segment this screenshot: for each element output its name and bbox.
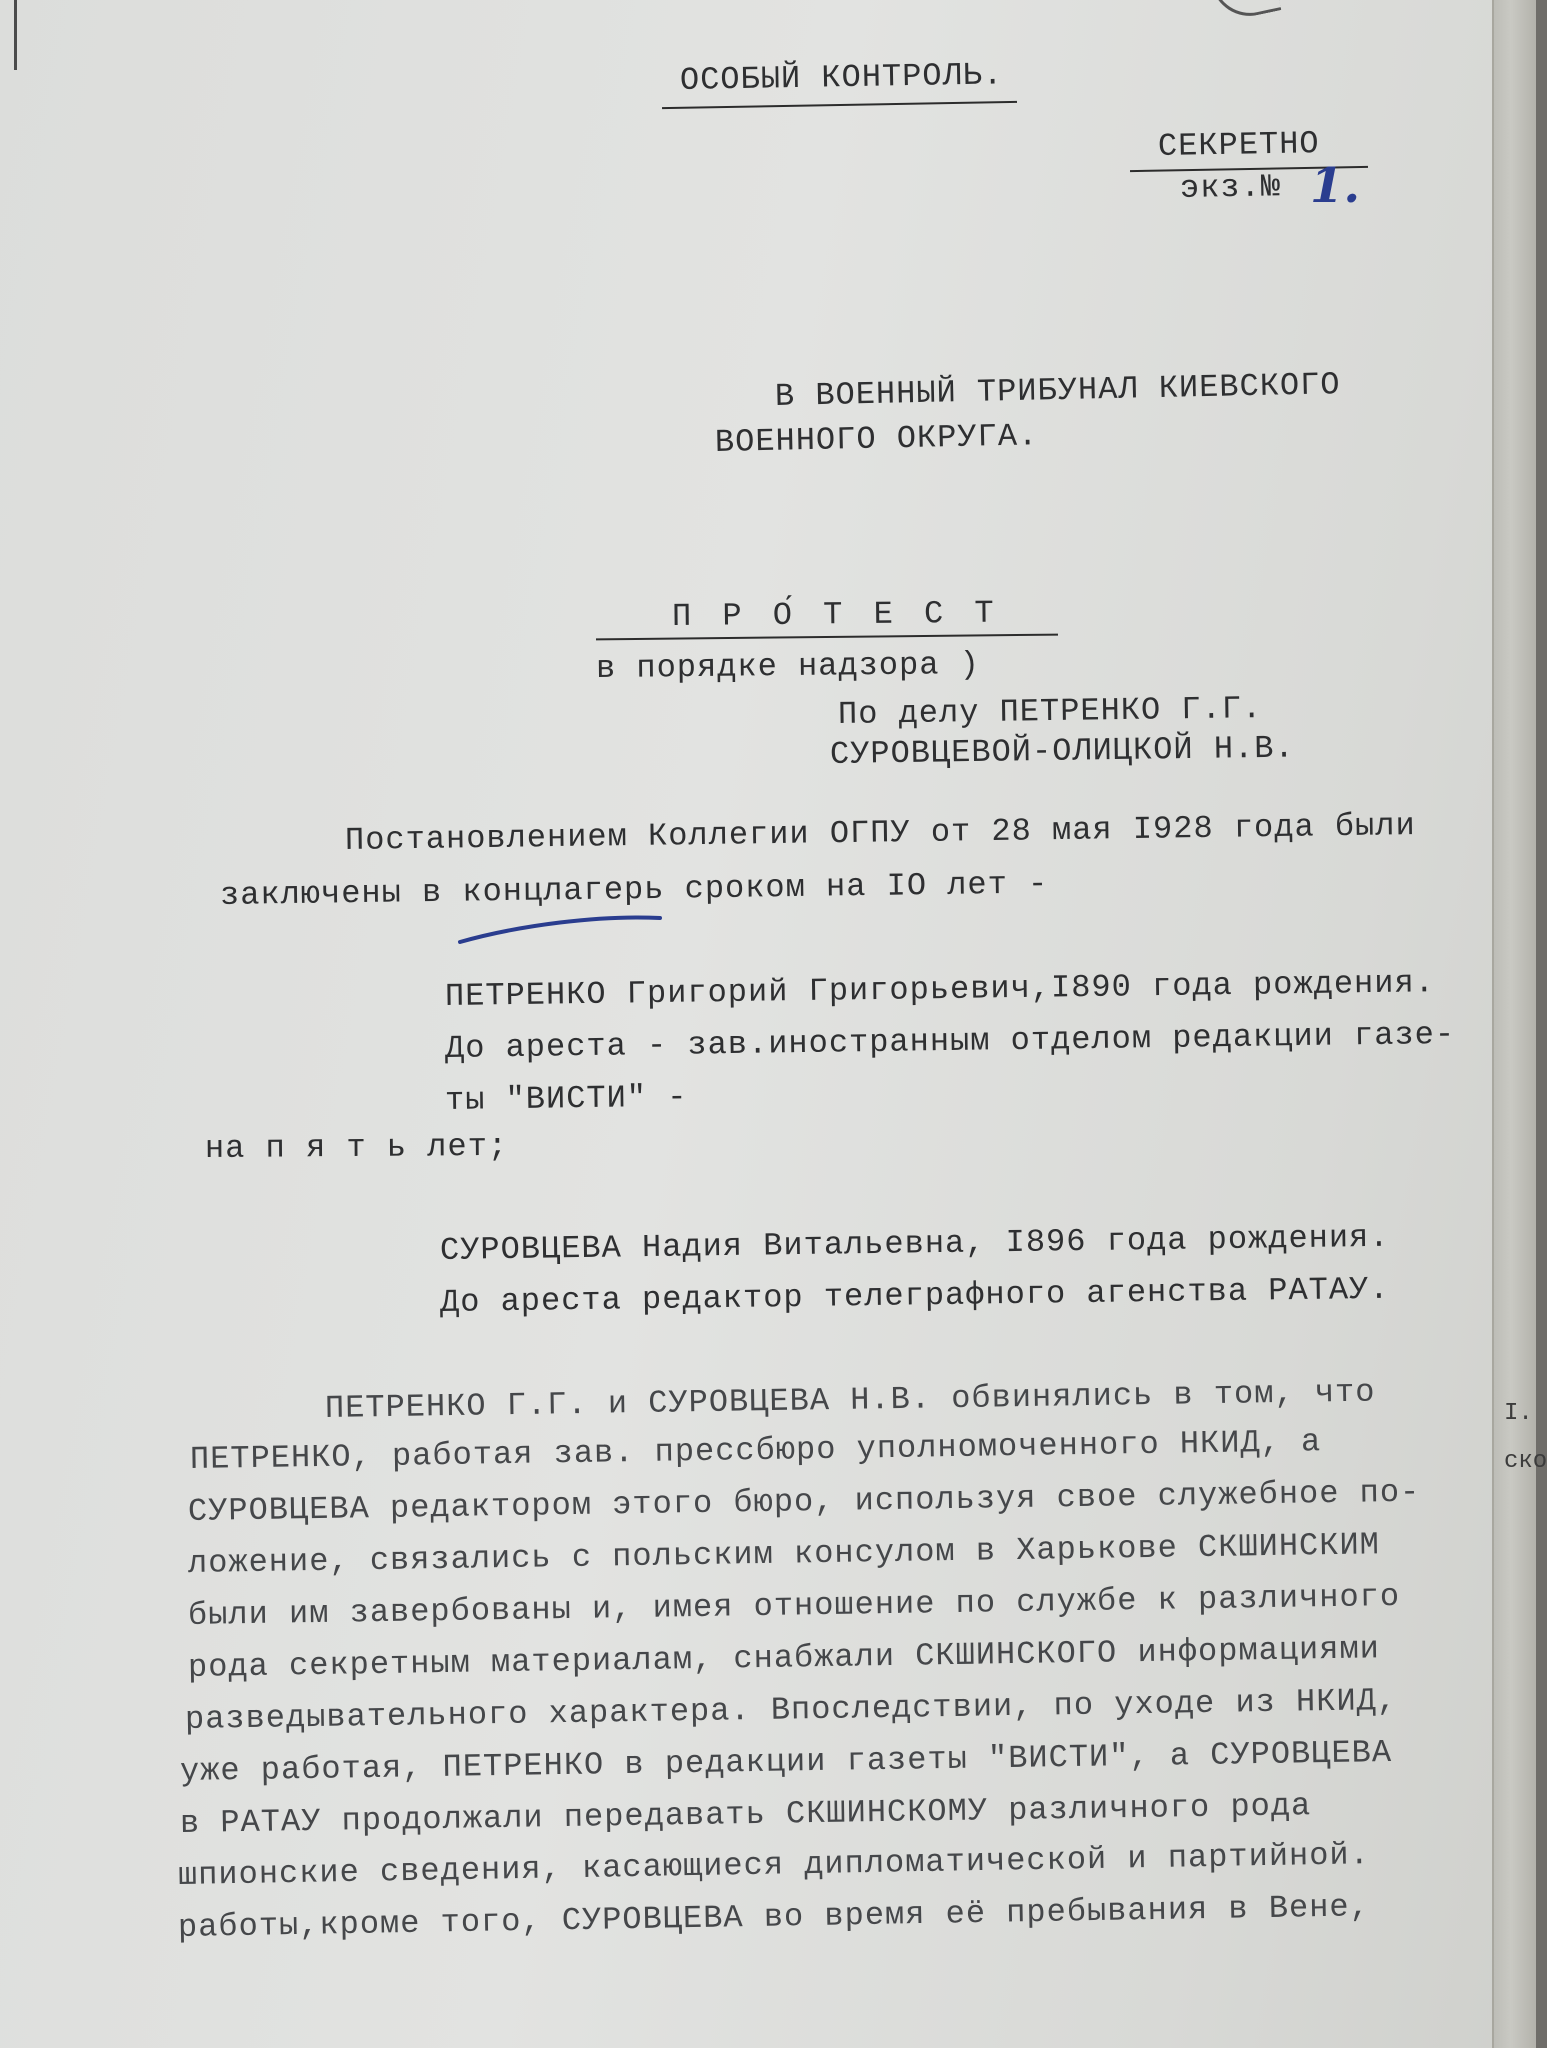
margin-fragment: I. <box>1504 1400 1533 1427</box>
body-line: До ареста редактор телеграфного агенства РАТАУ. <box>439 1270 1390 1321</box>
body-line: До ареста - зав.иностранным отделом редакции газе- <box>444 1015 1456 1067</box>
body-line: разведывательного характера. Впоследствии, по уходе из НКИД, <box>184 1681 1398 1738</box>
case-line-2: СУРОВЦЕВОЙ-ОЛИЦКОЙ Н.В. <box>829 729 1295 773</box>
margin-fragment: ско <box>1504 1448 1547 1475</box>
body-line: шпионские сведения, касающиеся дипломатической и партийной. <box>177 1836 1371 1894</box>
body-line: работы,кроме того, СУРОВЦЕВА во время её пребывания в Вене, <box>177 1888 1371 1946</box>
body-line: были им завербованы и, имея отношение по службе к различного <box>187 1577 1401 1634</box>
body-line: заключены в концлагерь сроком на IO лет - <box>219 865 1049 914</box>
body-line: ПЕТРЕНКО Григорий Григорьевич,I890 года рождения. <box>444 964 1436 1015</box>
document-subtitle: в порядке надзора ) <box>595 645 981 687</box>
body-line: на п я т ь лет; <box>204 1127 509 1167</box>
body-line: СУРОВЦЕВА Надия Витальевна, I896 года рождения. <box>439 1218 1390 1269</box>
body-line: ты "ВИСТИ" - <box>444 1078 688 1119</box>
secret-stamp: СЕКРЕТНО <box>1157 125 1320 165</box>
body-line: ПЕТРЕНКО, работая зав. прессбюро уполномоченного НКИД, а <box>189 1423 1322 1478</box>
body-line: Постановлением Коллегии ОГПУ от 28 мая I928 года были <box>344 807 1416 859</box>
handwritten-copy-number: 1. <box>1310 158 1361 214</box>
body-line: ложение, связались с польским консулом в Харькове СКШИНСКИМ <box>187 1526 1381 1582</box>
body-line: уже работая, ПЕТРЕНКО в редакции газеты "ВИСТИ", а СУРОВЦЕВА <box>179 1733 1393 1790</box>
case-line-1: По делу ПЕТРЕНКО Г.Г. <box>837 690 1263 733</box>
body-line: в РАТАУ продолжали передавать СКШИНСКОМУ различного рода <box>179 1787 1312 1842</box>
adjacent-page-strip <box>1492 0 1547 2048</box>
header-underline <box>662 101 1017 109</box>
body-line: ПЕТРЕНКО Г.Г. и СУРОВЦЕВА Н.В. обвинялись в том, что <box>324 1373 1376 1427</box>
special-control-header: ОСОБЫЙ КОНТРОЛЬ. <box>679 56 1004 99</box>
body-line: СУРОВЦЕВА редактором этого бюро, используя свое служебное по- <box>187 1473 1421 1530</box>
binder-edge <box>0 0 17 70</box>
addressee-line-1: В ВОЕННЫЙ ТРИБУНАЛ КИЕВСКОГО <box>774 366 1341 415</box>
title-underline <box>596 634 1058 641</box>
document-title: П Р О́ Т Е С Т <box>671 594 1000 635</box>
copy-number-label: экз.№ <box>1179 168 1282 207</box>
addressee-line-2: ВОЕННОГО ОКРУГА. <box>714 417 1039 461</box>
corner-pencil-mark <box>1212 0 1282 23</box>
body-line: рода секретным материалам, снабжали СКШИНСКОГО информациями <box>187 1630 1381 1686</box>
